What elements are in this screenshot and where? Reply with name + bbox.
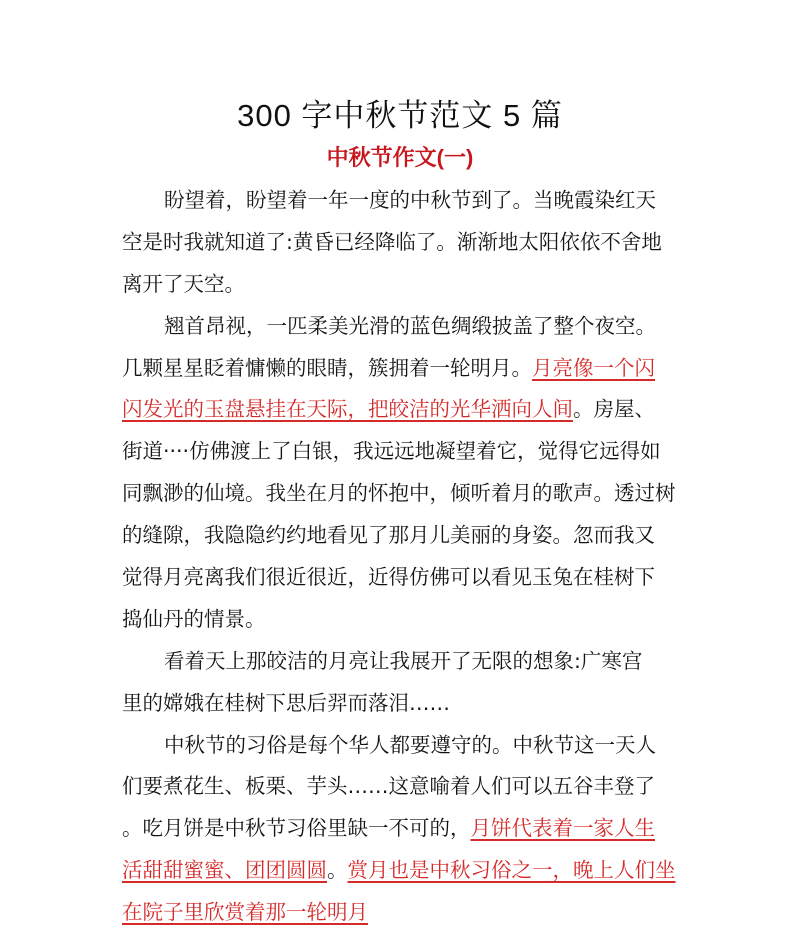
text-segment: 看着天上那皎洁的月亮让我展开了无限的想象:广寒宫 [164,648,643,673]
text-segment: 们要煮花生、板栗、芋头……这意喻着人们可以五谷丰登了 [122,774,655,799]
text-segment: 同飘渺的仙境。我坐在月的怀抱中，倾听着月的歌声。透过树 [122,481,676,506]
document-title: 300 字中秋节范文 5 篇 [237,98,563,133]
text-line [122,222,682,264]
text-line [122,264,682,306]
essay-body [122,180,682,934]
text-segment: 的缝隙，我隐隐约约地看见了那月儿美丽的身姿。忽而我又 [122,523,655,548]
text-line [122,180,682,222]
text-segment: 。房屋、 [573,397,655,422]
text-segment: 中秋节的习俗是每个华人都要遵守的。中秋节这一天人 [164,732,656,757]
text-line [122,348,682,390]
highlighted-sentence: 在院子里欣赏着那一轮明月 [122,900,368,925]
highlighted-sentence: 活甜甜蜜蜜、团团圆圆 [122,858,327,883]
text-line [122,892,682,934]
text-segment: 盼望着，盼望着一年一度的中秋节到了。当晚霞染红天 [164,188,656,212]
text-line [122,766,682,808]
text-line [122,725,682,767]
text-segment: 空是时我就知道了:黄昏已经降临了。渐渐地太阳依依不舍地 [122,229,662,254]
text-line [122,515,682,557]
text-line [122,473,682,515]
highlighted-sentence: 月亮像一个闪 [532,355,655,380]
text-line [122,850,682,892]
text-line [122,557,682,599]
text-segment: 捣仙丹的情景。 [122,606,266,631]
text-line [122,683,682,725]
text-segment: 离开了天空。 [122,271,245,296]
text-segment: 觉得月亮离我们很近很近，近得仿佛可以看见玉兔在桂树下 [122,565,655,590]
text-segment: 翘首昂视，一匹柔美光滑的蓝色绸缎披盖了整个夜空。 [164,313,656,338]
text-line [122,431,682,473]
text-line [122,306,682,348]
highlighted-sentence: 月饼代表着一家人生 [470,816,655,841]
text-segment: 。吃月饼是中秋节习俗里缺一不可的， [122,816,471,841]
highlighted-sentence: 闪发光的玉盘悬挂在天际，把皎洁的光华洒向人间 [122,397,573,422]
text-line [122,641,682,683]
text-segment: 。 [327,858,348,883]
text-line [122,389,682,431]
text-segment: 街道····仿佛渡上了白银，我远远地凝望着它，觉得它远得如 [122,439,661,464]
text-line [122,599,682,641]
text-segment: 里的嫦娥在桂树下思后羿而落泪…… [122,690,450,715]
text-segment: 几颗星星眨着慵懒的眼睛，簇拥着一轮明月。 [122,355,532,380]
highlighted-sentence: 赏月也是中秋习俗之一，晚上人们坐 [347,858,676,883]
text-line [122,808,682,850]
essay-subtitle: 中秋节作文(一) [326,145,474,170]
